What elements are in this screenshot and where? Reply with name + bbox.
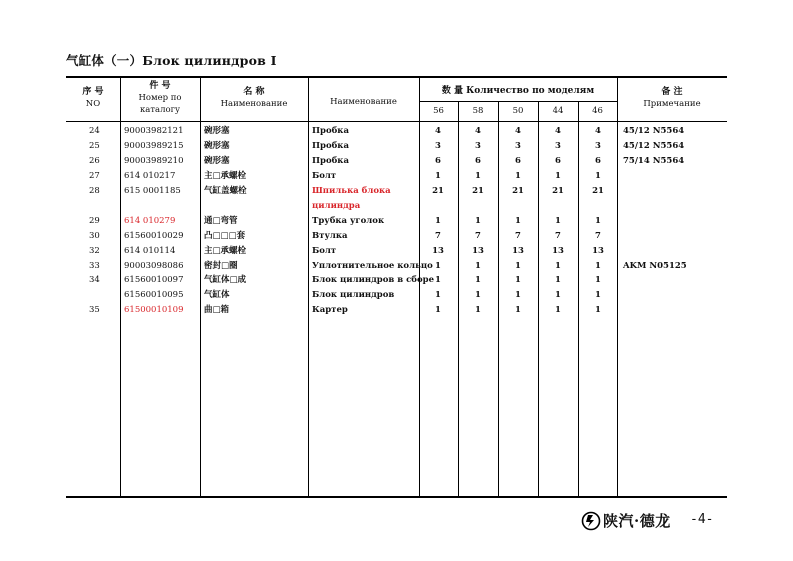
- cell-name-cn: 碗形塞: [204, 126, 230, 136]
- cell-qty: 7: [555, 231, 561, 241]
- cell-name-ru-continued: цилиндра: [312, 201, 361, 211]
- cell-qty: 1: [515, 261, 521, 271]
- table-header-rule: [66, 121, 727, 122]
- cell-no: 28: [89, 186, 100, 196]
- column-divider: [120, 78, 121, 496]
- header-name-ru: Наименование: [330, 97, 397, 107]
- cell-name-ru: Втулка: [312, 231, 348, 241]
- cell-qty: 1: [435, 216, 441, 226]
- cell-name-ru: Блок цилиндров: [312, 290, 395, 300]
- cell-part-number: 90003098086: [124, 261, 184, 271]
- cell-qty: 21: [432, 186, 444, 196]
- cell-name-cn: 密封□圈: [204, 261, 238, 271]
- column-divider: [498, 101, 499, 496]
- table-top-rule: [66, 76, 727, 78]
- cell-name-cn: 凸□□□套: [204, 231, 246, 241]
- cell-name-ru: Шпилька блока: [312, 186, 391, 196]
- header-model: 50: [512, 106, 524, 116]
- cell-qty: 1: [515, 290, 521, 300]
- cell-qty: 1: [475, 261, 481, 271]
- cell-qty: 1: [435, 305, 441, 315]
- cell-no: 29: [89, 216, 100, 226]
- cell-qty: 3: [475, 141, 481, 151]
- header-model: 46: [592, 106, 603, 116]
- column-divider: [200, 78, 201, 496]
- cell-qty: 6: [475, 156, 481, 166]
- cell-qty: 1: [475, 275, 481, 285]
- header-model: 58: [472, 106, 484, 116]
- cell-qty: 1: [515, 305, 521, 315]
- cell-qty: 4: [595, 126, 601, 136]
- cell-no: 34: [89, 275, 100, 285]
- cell-part-number: 615 0001185: [124, 186, 181, 196]
- column-divider: [578, 101, 579, 496]
- cell-qty: 3: [435, 141, 441, 151]
- cell-no: 32: [89, 246, 100, 256]
- column-divider: [538, 101, 539, 496]
- page-number: -4-: [690, 512, 714, 527]
- qty-subheader-rule: [419, 101, 617, 102]
- cell-qty: 1: [515, 216, 521, 226]
- cell-qty: 1: [595, 261, 601, 271]
- cell-qty: 1: [515, 171, 521, 181]
- column-divider: [617, 78, 618, 496]
- cell-qty: 1: [435, 275, 441, 285]
- cell-qty: 6: [595, 156, 601, 166]
- cell-name-cn: 碗形塞: [204, 141, 230, 151]
- header-quantity: 数 量 Количество по моделям: [441, 86, 595, 96]
- cell-name-ru: Болт: [312, 171, 337, 181]
- cell-no: 35: [89, 305, 100, 315]
- cell-qty: 13: [552, 246, 564, 256]
- shacman-logo-icon: [581, 511, 601, 531]
- cell-qty: 1: [555, 216, 561, 226]
- cell-qty: 1: [515, 275, 521, 285]
- header-model: 44: [552, 106, 564, 116]
- cell-name-ru: Уплотнительное кольцо: [312, 261, 433, 271]
- cell-qty: 13: [512, 246, 524, 256]
- cell-qty: 4: [475, 126, 481, 136]
- cell-name-cn: 气缸体: [204, 290, 230, 300]
- cell-note: 45/12 N5564: [623, 126, 685, 136]
- header-note: 备 注 Примечание: [643, 87, 701, 109]
- cell-qty: 3: [595, 141, 601, 151]
- cell-part-number: 614 010114: [124, 246, 176, 256]
- header-part-number: 件 号 Номер по каталогу: [138, 81, 182, 115]
- cell-qty: 1: [595, 290, 601, 300]
- cell-qty: 1: [435, 261, 441, 271]
- cell-no: 30: [89, 231, 100, 241]
- cell-name-cn: 主□承螺栓: [204, 171, 247, 181]
- cell-qty: 4: [435, 126, 441, 136]
- cell-name-cn: 碗形塞: [204, 156, 230, 166]
- cell-qty: 21: [512, 186, 524, 196]
- cell-no: 25: [89, 141, 100, 151]
- footer-brand: 陕汽·德龙: [603, 512, 671, 530]
- cell-name-ru: Трубка уголок: [312, 216, 385, 226]
- cell-name-ru: Болт: [312, 246, 337, 256]
- cell-qty: 1: [475, 171, 481, 181]
- cell-qty: 1: [475, 216, 481, 226]
- cell-part-number: 90003989210: [124, 156, 184, 166]
- cell-part-number: 61500010109: [124, 305, 184, 315]
- cell-qty: 13: [432, 246, 444, 256]
- cell-qty: 7: [475, 231, 481, 241]
- header-model: 56: [433, 106, 444, 116]
- cell-part-number: 90003982121: [124, 126, 184, 136]
- cell-qty: 6: [555, 156, 561, 166]
- cell-name-ru: Пробка: [312, 126, 349, 136]
- cell-qty: 21: [552, 186, 564, 196]
- cell-qty: 1: [555, 305, 561, 315]
- table-bottom-rule: [66, 496, 727, 498]
- cell-name-ru: Картер: [312, 305, 348, 315]
- cell-qty: 1: [595, 275, 601, 285]
- cell-qty: 21: [592, 186, 604, 196]
- cell-qty: 4: [515, 126, 521, 136]
- cell-name-ru: Пробка: [312, 141, 349, 151]
- cell-name-cn: 气缸体□成: [204, 275, 247, 285]
- cell-qty: 7: [595, 231, 601, 241]
- cell-part-number: 61560010097: [124, 275, 184, 285]
- cell-part-number: 614 010279: [124, 216, 176, 226]
- column-divider: [308, 78, 309, 496]
- cell-qty: 1: [435, 171, 441, 181]
- cell-no: 27: [89, 171, 100, 181]
- cell-qty: 1: [555, 261, 561, 271]
- cell-name-cn: 曲□箱: [204, 305, 230, 315]
- cell-qty: 6: [435, 156, 441, 166]
- cell-name-ru: Пробка: [312, 156, 349, 166]
- cell-note: AKM N05125: [623, 261, 687, 271]
- cell-qty: 13: [592, 246, 604, 256]
- cell-qty: 3: [555, 141, 561, 151]
- cell-no: 24: [89, 126, 100, 136]
- cell-name-cn: 通□弯管: [204, 216, 238, 226]
- cell-part-number: 61560010029: [124, 231, 184, 241]
- header-no: 序 号 NO: [82, 87, 104, 109]
- cell-qty: 1: [435, 290, 441, 300]
- cell-qty: 6: [515, 156, 521, 166]
- cell-no: 33: [89, 261, 100, 271]
- cell-name-ru: Блок цилиндров в сборе: [312, 275, 435, 285]
- cell-qty: 3: [515, 141, 521, 151]
- cell-part-number: 614 010217: [124, 171, 176, 181]
- cell-qty: 7: [515, 231, 521, 241]
- cell-qty: 1: [595, 216, 601, 226]
- cell-qty: 4: [555, 126, 561, 136]
- cell-name-cn: 气缸盖螺栓: [204, 186, 247, 196]
- page-title: 气缸体（一）Блок цилиндров I: [66, 53, 277, 68]
- cell-qty: 21: [472, 186, 484, 196]
- cell-name-cn: 主□承螺栓: [204, 246, 247, 256]
- column-divider: [419, 78, 420, 496]
- column-divider: [458, 101, 459, 496]
- cell-qty: 13: [472, 246, 484, 256]
- cell-part-number: 61560010095: [124, 290, 184, 300]
- cell-qty: 1: [555, 171, 561, 181]
- cell-note: 45/12 N5564: [623, 141, 685, 151]
- header-name-cn: 名 称 Наименование: [220, 87, 288, 109]
- cell-qty: 1: [555, 290, 561, 300]
- cell-note: 75/14 N5564: [623, 156, 685, 166]
- cell-qty: 1: [555, 275, 561, 285]
- cell-qty: 1: [595, 305, 601, 315]
- cell-qty: 7: [435, 231, 441, 241]
- cell-qty: 1: [475, 290, 481, 300]
- cell-qty: 1: [475, 305, 481, 315]
- cell-no: 26: [89, 156, 100, 166]
- cell-part-number: 90003989215: [124, 141, 184, 151]
- cell-qty: 1: [595, 171, 601, 181]
